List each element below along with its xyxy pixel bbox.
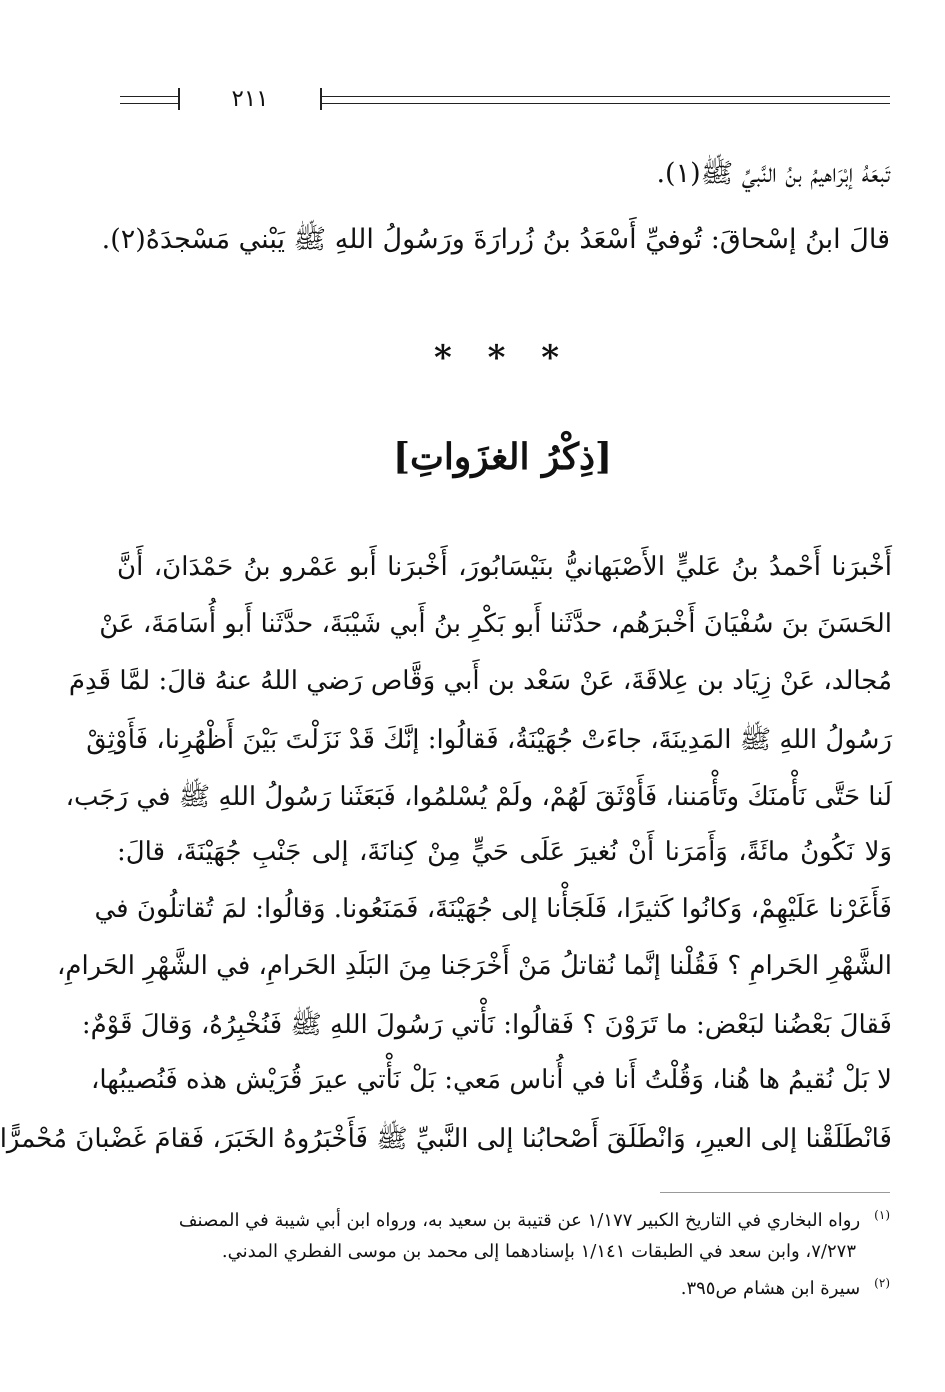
section-separator: * * * — [433, 338, 571, 378]
footnote-1-line-2: ٧/٢٧٣، وابن سعد في الطبقات ١/١٤١ بإسنادهما إلى محمد بن موسى الفطري المدني. — [221, 1241, 856, 1262]
body-line: الحَسَنَ بنَ سُفْيَانَ أَخْبرَهُم، حدَّثَنا أَبو بَكْرِ بنُ أَبي شَيْبَةَ، حدَّثَنا أَبو أُسَامَةَ، عَنْ — [99, 609, 892, 639]
body-line: وَلا نَكُونُ مائَةً، وَأَمَرَنا أَنْ نُغيرَ عَلَى حَيٍّ مِنْ كِنانَةَ، إلى جَنْبِ جُهَيْنَةَ، قالَ: — [117, 837, 892, 867]
footnote-separator — [660, 1192, 890, 1193]
body-line: الشَّهْرِ الحَرامِ ؟ فَقُلْنا إنَّما نُقاتلُ مَنْ أَخْرَجَنا مِنَ البَلَدِ الحَرامِ، في الشَّهْرِ الحَرامِ، — [56, 951, 892, 981]
footnote-1-number: (١) — [874, 1208, 890, 1222]
body-line: فَأَغَرْنا عَلَيْهِمْ، وَكانُوا كَثيرًا، فَلَجَأْنا إلى جُهَيْنَةَ، فَمَنَعُونا. وَقالُوا: لمَ تُقاتلُونَ في — [94, 894, 892, 924]
body-line: لا بَلْ نُقيمُ ها هُنا، وَقُلْتُ أَنا في أُناس مَعي: بَلْ نَأْتي عيرَ قُرَيْش هذه فَنُصيبُها، — [90, 1065, 892, 1095]
footnote-2 — [681, 1276, 890, 1299]
top-text-line-2: قالَ ابنُ إسْحاقَ: تُوفيِّ أَسْعَدُ بنُ زُرارَةَ ورَسُولُ اللهِ ﷺ يَبْني مَسْجدَهُ(٢). — [101, 224, 890, 255]
header-rule-right — [320, 96, 890, 104]
page-number: ٢١١ — [231, 86, 269, 112]
body-line: أَخْبرَنا أَحْمدُ بنُ عَليٍّ الأَصْبَهانيُّ بنَيْسَابُورَ، أَخْبرَنا أَبو عَمْرو بنُ حَمْدَانَ، أَنَّ — [117, 552, 892, 582]
body-line: فَقالَ بَعْضُنا لبَعْض: ما تَرَوْنَ ؟ فَقالُوا: نَأْتي رَسُولَ اللهِ ﷺ فَنُخْبِرُهُ، وَقالَ قَوْمٌ: — [81, 1010, 892, 1040]
section-title: [ذِكْرُ الغزَواتِ] — [392, 436, 613, 478]
header-bar-left — [178, 88, 180, 110]
header-bar-right — [320, 88, 322, 110]
header-rule-left — [120, 96, 178, 104]
body-line: لَنا حَتَّى نَأْمنَكَ وتَأْمَننا، فَأَوْثَقَ لَهُمْ، ولَمْ يُسْلمُوا، فَبَعَثَنا رَسُولُ اللهِ ﷺ في رَجَب، — [65, 782, 892, 812]
footnote-1-line-1: رواه البخاري في التاريخ الكبير ١/١٧٧ عن قتيبة بن سعيد به، ورواه ابن أبي شيبة في المصنف — [178, 1210, 861, 1231]
top-text-line-1: تَبعَهُ إبْرَاهيمُ بنُ النَّبيِّ ﷺ(١). — [656, 158, 890, 189]
footnote-2-line-1: سيرة ابن هشام ص٣٩٥. — [680, 1278, 861, 1299]
footnote-1 — [179, 1208, 890, 1231]
page-header — [120, 88, 890, 114]
footnote-1-continuation — [222, 1241, 856, 1262]
body-line: فَانْطَلَقْنا إلى العيرِ، وَانْطَلَقَ أَصْحابُنا إلى النَّبيِّ ﷺ فَأَخْبَرُوهُ الخَبَرَ، فَقامَ غَضْبانَ مُحْمرًّا — [0, 1124, 892, 1154]
footnote-2-number: (٢) — [874, 1276, 890, 1290]
body-line: رَسُولُ اللهِ ﷺ المَدِينَةَ، جاءَتْ جُهَيْنَةُ، فَقالُوا: إنَّكَ قَدْ نَزَلْتَ بَيْنَ أَظْهُرِنا، فَأَوْثِقْ — [86, 725, 892, 755]
body-line: مُجالد، عَنْ زِيَاد بن عِلاقَةَ، عَنْ سَعْد بن أَبي وَقَّاص رَضي اللهُ عنهُ قالَ: لمَّا قَدِمَ — [68, 666, 892, 696]
